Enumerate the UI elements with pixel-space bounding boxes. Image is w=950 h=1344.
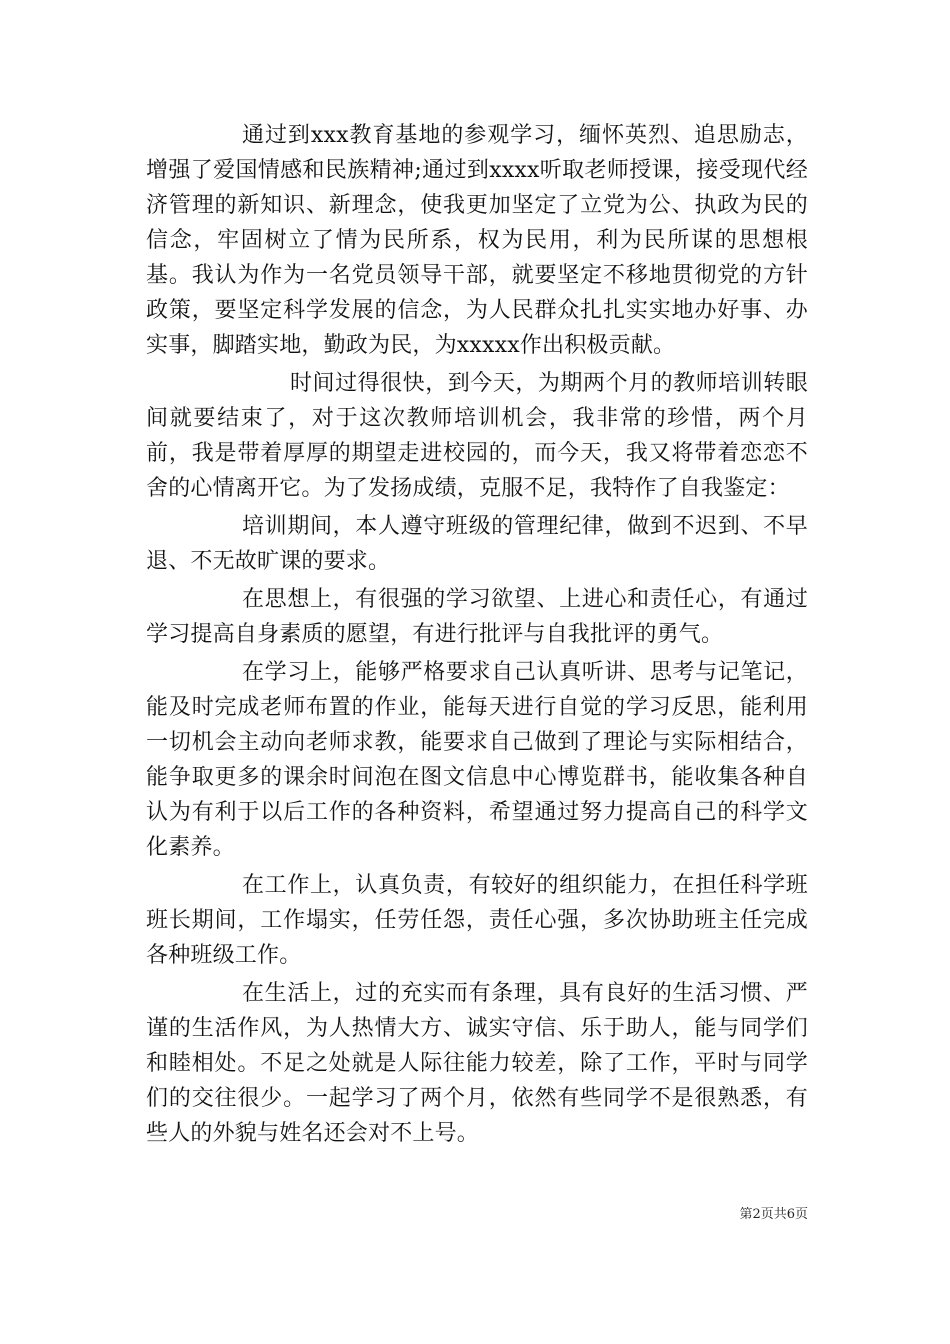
paragraph-work: 在工作上，认真负责，有较好的组织能力，在担任科学班班长期间，工作塌实，任劳任怨，责任心强，多次协助班主任完成各种班级工作。 xyxy=(146,873,808,968)
paragraph-life: 在生活上，过的充实而有条理，具有良好的生活习惯、严谨的生活作风，为人热情大方、诚实守信、乐于助人，能与同学们和睦相处。不足之处就是人际往能力较差，除了工作，平时与同学们的交往很少。一起学习了两个月，依然有些同学不是很熟悉，有些人的外貌与姓名还会对不上号。 xyxy=(146,981,808,1146)
paragraph-study: 在学习上，能够严格要求自己认真听讲、思考与记笔记，能及时完成老师布置的作业，能每天进行自觉的学习反思，能利用一切机会主动向老师求教，能要求自己做到了理论与实际相结合，能争取更多的课余时间泡在图文信息中心博览群书，能收集各种自认为有利于以后工作的各种资料，希望通过努力提高自己的科学文化素养。 xyxy=(146,660,808,860)
page-number-footer: 第2页共6页 xyxy=(739,1207,808,1222)
paragraph-thought: 在思想上，有很强的学习欲望、上进心和责任心，有通过学习提高自身素质的愿望，有进行批评与自我批评的勇气。 xyxy=(146,587,808,647)
paragraph-discipline: 培训期间，本人遵守班级的管理纪律，做到不迟到、不早退、不无故旷课的要求。 xyxy=(146,514,808,574)
document-body xyxy=(146,118,808,1151)
paragraph-visit-study: 通过到xxx教育基地的参观学习，缅怀英烈、追思励志，增强了爱国情感和民族精神;通过到xxxx听取老师授课，接受现代经济管理的新知识、新理念，使我更加坚定了立党为公、执政为民的信念，牢固树立了情为民所系，权为民用，利为民所谋的思想根基。我认为作为一名党员领导干部，就要坚定不移地贯彻党的方针政策，要坚定科学发展的信念，为人民群众扎扎实实地办好事、办实事，脚踏实地，勤政为民，为xxxxx作出积极贡献。 xyxy=(146,123,808,358)
paragraph-training-intro: 时间过得很快，到今天，为期两个月的教师培训转眼间就要结束了，对于这次教师培训机会，我非常的珍惜，两个月前，我是带着厚厚的期望走进校园的，而今天，我又将带着恋恋不舍的心情离开它。为了发扬成绩，克服不足，我特作了自我鉴定： xyxy=(146,371,808,501)
